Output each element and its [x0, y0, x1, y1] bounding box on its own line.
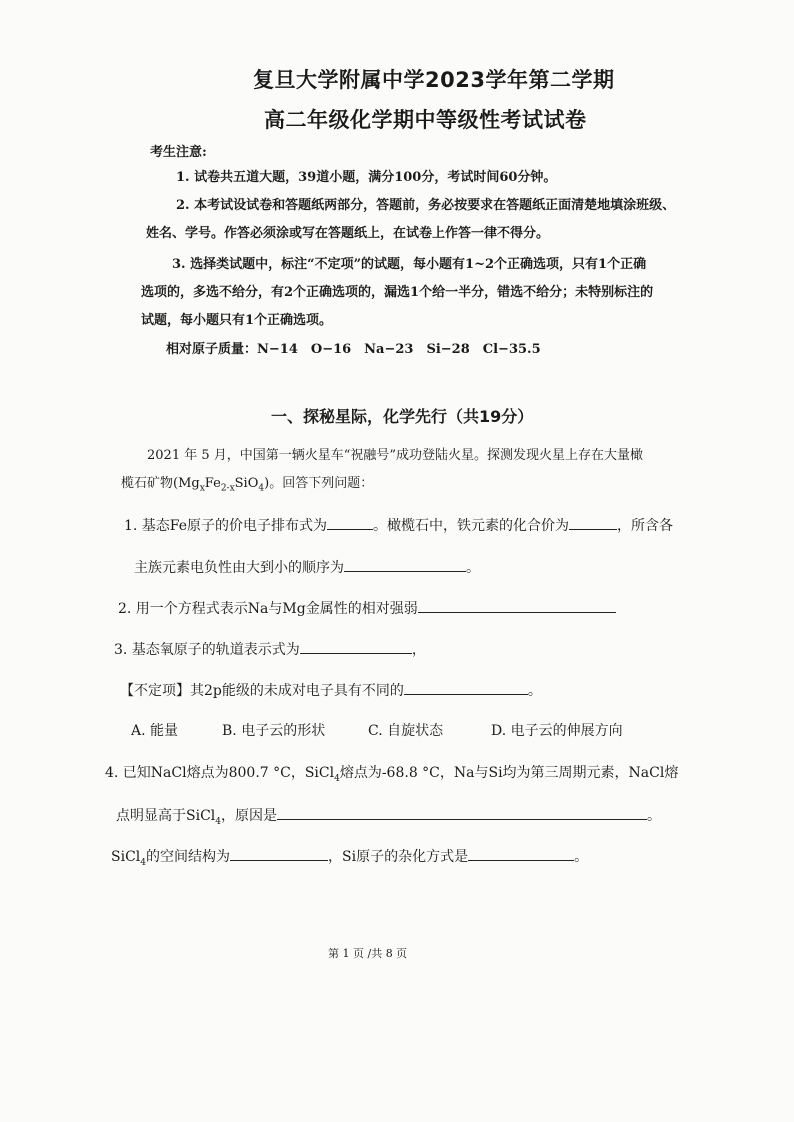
- section-heading: 一、探秘星际，化学先行（共19分）: [271, 407, 534, 426]
- notice-heading: 考生注意:: [150, 145, 207, 160]
- intro-line-2: 榄石矿物$(Mg_xFe_{2-x}SiO_4)$。回答下列问题：: [121, 476, 374, 494]
- exam-title-line2: 高二年级化学期中等级性考试试卷: [264, 108, 587, 132]
- intro-line-1: 2021 年 5 月，中国第一辆火星车“祝融号”成功登陆火星。探测发现火星上存在大量橄: [147, 448, 644, 463]
- answer-blank-melting-reason[interactable]: [277, 806, 647, 820]
- answer-blank-equation[interactable]: [418, 599, 616, 613]
- question-4-line-2: 点明显高于SiCl$_4$，原因是 。: [116, 808, 661, 827]
- atomic-mass-line: 相对原子质量：N−14 O−16 Na−23 Si−28 Cl−35.5: [166, 342, 541, 357]
- question-1-line-2: 主族元素电负性由大到小的顺序为 。: [134, 560, 480, 576]
- question-4-line-1: 4. 已知NaCl熔点为800.7 °C，SiCl$_4$熔点为-68.8 °C，Na与Si均为第三周期元素，NaCl熔: [105, 765, 679, 784]
- page-number: 第 1 页 /共 8 页: [328, 947, 408, 960]
- answer-blank-fe-valence[interactable]: [569, 516, 617, 530]
- answer-blank-spatial-structure[interactable]: [230, 847, 328, 861]
- answer-blank-hybridization[interactable]: [468, 847, 574, 861]
- answer-blank-fe-config[interactable]: [327, 516, 373, 530]
- notice-item-3b: 选项的，多选不给分，有2个正确选项的，漏选1个给一半分，错选不给分；未特别标注的: [141, 285, 654, 300]
- notice-item-1: 1. 试卷共五道大题，39道小题，满分100分，考试时间60分钟。: [176, 170, 557, 185]
- notice-item-2a: 2. 本考试设试卷和答题纸两部分，答题前，务必按要求在答题纸正面清楚地填涂班级、: [176, 198, 676, 213]
- option-a[interactable]: A. 能量: [131, 723, 179, 739]
- option-b[interactable]: B. 电子云的形状: [222, 723, 326, 739]
- option-c[interactable]: C. 自旋状态: [368, 723, 444, 739]
- answer-blank-unpaired-electrons[interactable]: [404, 681, 528, 695]
- notice-item-3c: 试题，每小题只有1个正确选项。: [141, 313, 333, 328]
- question-3: 3. 基态氧原子的轨道表示式为 ，: [114, 642, 426, 658]
- notice-item-2b: 姓名、学号。作答必须涂或写在答题纸上，在试卷上作答一律不得分。: [146, 226, 550, 241]
- question-1-line-1: 1. 基态Fe原子的价电子排布式为 。橄榄石中，铁元素的化合价为 ，所含各: [124, 518, 674, 534]
- question-4-line-3: SiCl$_4$的空间结构为 ，Si原子的杂化方式是 。: [111, 849, 589, 868]
- notice-item-3a: 3. 选择类试题中，标注“不定项”的试题，每小题有1~2个正确选项，只有1个正确: [172, 257, 647, 272]
- answer-blank-electronegativity[interactable]: [344, 558, 466, 572]
- question-3-multi: 【不定项】其2p能级的未成对电子具有不同的 。: [120, 683, 542, 699]
- exam-title-line1: 复旦大学附属中学2023学年第二学期: [253, 68, 615, 92]
- question-2: 2. 用一个方程式表示Na与Mg金属性的相对强弱: [118, 598, 616, 618]
- option-d[interactable]: D. 电子云的伸展方向: [491, 723, 623, 739]
- answer-blank-orbital-diagram[interactable]: [300, 640, 412, 654]
